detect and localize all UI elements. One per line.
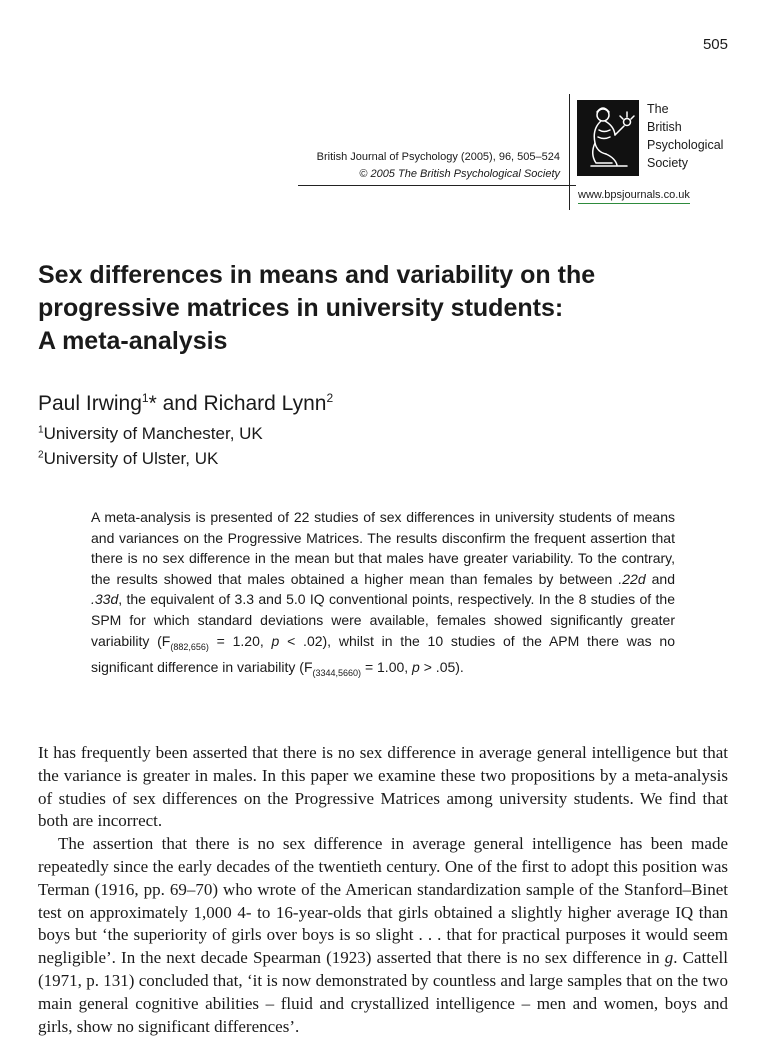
abstract-text: > .05). bbox=[419, 658, 464, 675]
affiliation-name: University of Manchester, UK bbox=[43, 424, 263, 443]
header-divider bbox=[569, 94, 570, 210]
corresponding-author-marker: * bbox=[148, 392, 157, 415]
body-text bbox=[38, 742, 728, 1038]
journal-line: British Journal of Psychology (2005), 96, 505–524 bbox=[316, 151, 560, 163]
paragraph bbox=[38, 833, 728, 1038]
abstract-text: and bbox=[645, 570, 676, 587]
paragraph-text: The assertion that there is no sex difference in average general intelligence has been made repeatedly since the early decades of the twentieth century. One of the first to adopt this position was Terman (1916, pp. 69–70) who wrote of the American standardization sample of the Stanford–Binet test on approximately 1,000 4- to 16-year-olds that girls obtained a slightly higher average IQ than boys but ‘the superiority of girls over boys is so slight . . . that for practical purposes it would seem negligible’. In the next decade Spearman (1923) asserted that there is no sex difference in bbox=[38, 834, 728, 968]
p-symbol: p bbox=[412, 658, 420, 675]
affiliation-name: University of Ulster, UK bbox=[43, 449, 219, 468]
bps-logo-icon bbox=[577, 100, 639, 176]
g-factor-symbol: g bbox=[664, 948, 674, 968]
affiliation bbox=[38, 449, 218, 469]
affiliation bbox=[38, 424, 263, 444]
degrees-of-freedom: (882,656) bbox=[170, 641, 209, 652]
abstract-text: A meta-analysis is presented of 22 studies of sex differences in university students of means and variances on the Progressive Matrices. The results disconfirm the frequent assertion that there is no sex difference in the mean but that males have greater variability. To the contrary, the results showed that males obtained a higher mean than females by between bbox=[91, 509, 675, 587]
p-symbol: p bbox=[271, 632, 280, 649]
abstract-text: , the equivalent of 3.3 and 5.0 IQ conventional points, respectively. In the 8 studies of the SPM for which standard deviations were available, females showed significantly greater variability (F bbox=[91, 591, 675, 649]
society-line: Society bbox=[647, 156, 688, 170]
journal-website-link[interactable]: www.bpsjournals.co.uk bbox=[578, 189, 690, 204]
author-list bbox=[38, 391, 333, 416]
author-conjunction: and bbox=[156, 392, 204, 415]
abstract-text: = 1.20, bbox=[208, 632, 272, 649]
header-rule bbox=[298, 185, 576, 186]
title-line: A meta-analysis bbox=[38, 327, 228, 355]
title-line: progressive matrices in university students: bbox=[38, 294, 564, 322]
abstract-text: < .02), whilst in the 10 studies of the APM there was no significant difference in variability (F bbox=[91, 632, 675, 675]
copyright-line: © 2005 The British Psychological Society bbox=[359, 168, 560, 180]
article-title bbox=[38, 259, 738, 358]
society-line: The bbox=[647, 102, 669, 116]
affiliation-marker: 2 bbox=[326, 391, 334, 405]
affiliation-marker: 1 bbox=[141, 391, 149, 405]
paragraph: It has frequently been asserted that there is no sex difference in average general intelligence but that the variance is greater in males. In this paper we examine these two propositions by a meta-analysis of studies of sex differences on the Progressive Matrices among university students. We find that both are incorrect. bbox=[38, 743, 728, 831]
society-line: British bbox=[647, 120, 682, 134]
page-number: 505 bbox=[702, 36, 728, 53]
degrees-of-freedom: (3344,5660) bbox=[312, 667, 362, 678]
abstract bbox=[91, 507, 675, 683]
author-name: Paul Irwing bbox=[38, 392, 142, 415]
effect-size: .33d bbox=[91, 591, 119, 608]
effect-size: .22d bbox=[618, 570, 646, 587]
affiliation-marker: 1 bbox=[38, 424, 44, 436]
journal-citation bbox=[317, 149, 560, 183]
abstract-text: = 1.00, bbox=[361, 658, 413, 675]
title-line: Sex differences in means and variability on the bbox=[38, 261, 596, 289]
author-name: Richard Lynn bbox=[203, 392, 327, 415]
affiliation-marker: 2 bbox=[38, 449, 44, 461]
society-name bbox=[647, 100, 723, 172]
society-line: Psychological bbox=[647, 138, 724, 152]
paragraph-text: . Cattell (1971, p. 131) concluded that, ‘it is now demonstrated by countless and large samples that on the two main general cognitive abilities – fluid and crystallized intelligence – men and women, boys and girls, show no significant differences’. bbox=[38, 948, 728, 1036]
